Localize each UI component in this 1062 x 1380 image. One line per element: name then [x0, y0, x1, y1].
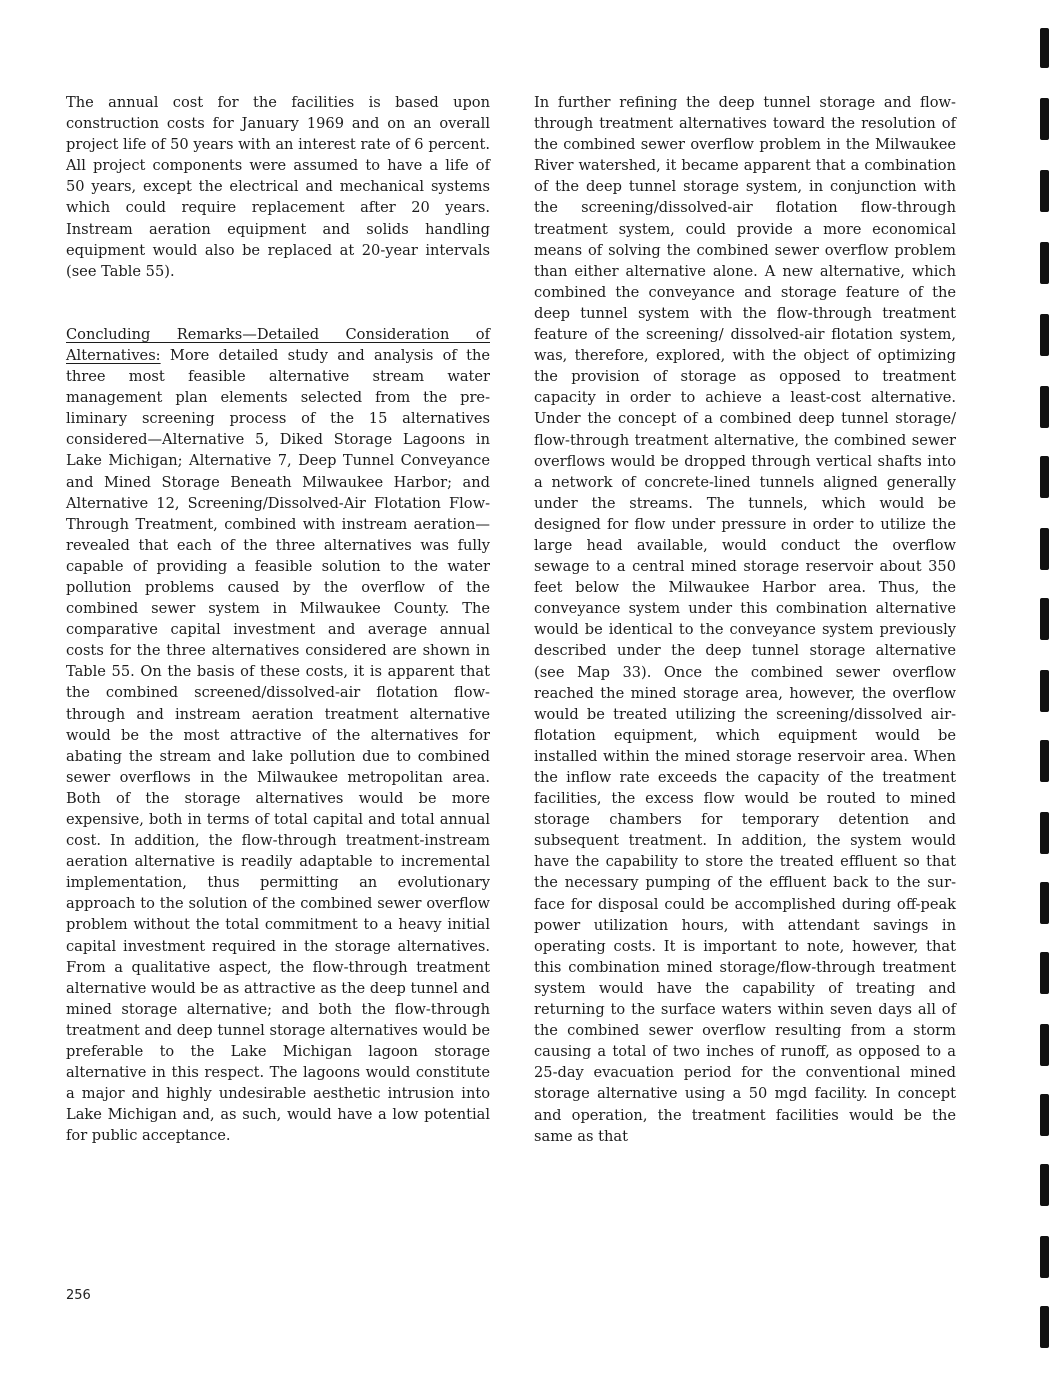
binding-mark	[1040, 1024, 1049, 1066]
binding-mark	[1040, 1306, 1049, 1348]
binding-mark	[1040, 740, 1049, 782]
binding-mark	[1040, 98, 1049, 140]
binding-mark	[1040, 386, 1049, 428]
left-text-column	[66, 92, 490, 1147]
right-text-column	[534, 92, 956, 1147]
binding-mark	[1040, 812, 1049, 854]
concluding-remarks-heading: Concluding Remarks—Detailed Consideration of Alternatives:	[66, 325, 490, 364]
binding-mark	[1040, 598, 1049, 640]
binding-mark	[1040, 1164, 1049, 1206]
page-number: 256	[66, 1288, 91, 1303]
concluding-remarks-body: More detailed study and analysis of the three most feasible alternative stream water management plan elements selected from the preliminary screening process of the 15 alternatives considered—Alternative 5, Diked Storage Lagoons in Lake Michigan; Alternative 7, Deep Tunnel Conveyance and Mined Storage Beneath Milwaukee Harbor; and Alternative 12, Screening/Dissolved-Air Flotation Flow-Through Treatment, combined with instream aeration—revealed that each of the three alternatives was fully capable of providing a feasible solution to the water pollution problems caused by the overflow of the combined sewer system in Milwaukee County. The comparative capital investment and average annual costs for the three alternatives considered are shown in Table 55. On the basis of these costs, it is apparent that the combined screened/dissolved-air flotation flow-through and instream aeration treatment alternative would be the most attractive of the alternatives for abating the stream and lake pollution due to combined sewer overflows in the Milwaukee metropolitan area. Both of the storage alternatives would be more expensive, both in terms of total capital and total annual cost. In addition, the flow-through treatment-instream aeration alternative is readily adaptable to incremental implementation, thus permitting an evolutionary approach to the solution of the combined sewer overflow problem without the total commitment to a heavy initial capital investment required in the storage alternatives. From a qualitative aspect, the flow-through treatment alternative would be as attractive as the deep tunnel and mined storage alternative; and both the flow-through treatment and deep tunnel storage alternatives would be preferable to the Lake Michigan lagoon storage alternative in this respect. The lagoons would constitute a major and highly undesirable aesthetic intrusion into Lake Michigan and, as such, would have a low potential for public acceptance.	[66, 346, 490, 1145]
binding-mark	[1040, 456, 1049, 498]
binding-mark	[1040, 528, 1049, 570]
concluding-remarks-paragraph	[66, 324, 490, 1147]
combined-alternative-paragraph: In further refining the deep tunnel storage and flow-through treatment alternatives toward the resolution of the combined sewer overflow problem in the Milwaukee River watershed, it became apparent that a combination of the deep tunnel storage system, in conjunction with the screening/dissolved-air flotation flow-through treatment system, could provide a more economical means of solving the combined sewer overflow problem than either alternative alone. A new alternative, which combined the conveyance and storage feature of the deep tunnel system with the flow-through treatment feature of the screening/ dissolved-air flotation system, was, therefore, explored, with the object of optimizing the provision of storage as opposed to treatment capacity in order to achieve a least-cost alternative. Under the concept of a combined deep tunnel storage/ flow-through treatment alternative, the combined sewer overflows would be dropped through vertical shafts into a network of concrete-lined tunnels aligned generally under the streams. The tunnels, which would be designed for flow under pressure in order to utilize the large head available, would conduct the overflow sewage to a central mined storage reservoir about 350 feet below the Milwaukee Harbor area. Thus, the conveyance system under this combination alternative would be identical to the conveyance system previously described under the deep tunnel storage alternative (see Map 33). Once the combined sewer overflow reached the mined storage area, however, the overflow would be treated utilizing the screening/dissolved air-flotation equipment, which equipment would be installed within the mined storage reservoir area. When the inflow rate exceeds the capacity of the treatment facilities, the excess flow would be routed to mined storage chambers for temporary detention and subsequent treatment. In addition, the system would have the capability to store the treated effluent so that the necessary pumping of the effluent back to the surface for disposal could be accomplished during off-peak power utilization hours, with attendant savings in operating costs. It is important to note, however, that this combination mined storage/flow-through treatment system would have the capability of treating and returning to the surface waters within seven days all of the combined sewer overflow resulting from a storm causing a total of two inches of runoff, as opposed to a 25-day evacuation period for the conventional mined storage alternative using a 50 mgd facility. In concept and operation, the treatment facilities would be the same as that	[534, 94, 956, 1145]
cost-basis-paragraph: The annual cost for the facilities is based upon construction costs for January 1969 and on an overall project life of 50 years with an interest rate of 6 percent. All project components were assumed to have a life of 50 years, except the electrical and mechanical systems which could require replacement after 20 years. Instream aeration equipment and solids handling equipment would also be replaced at 20-year intervals (see Table 55).	[66, 94, 490, 280]
binding-marks	[1034, 0, 1062, 1380]
paragraph-spacer	[66, 282, 490, 324]
binding-mark	[1040, 882, 1049, 924]
binding-mark	[1040, 28, 1049, 68]
binding-mark	[1040, 952, 1049, 994]
binding-mark	[1040, 1236, 1049, 1278]
binding-mark	[1040, 1094, 1049, 1136]
binding-mark	[1040, 242, 1049, 284]
binding-mark	[1040, 314, 1049, 356]
binding-mark	[1040, 670, 1049, 712]
binding-mark	[1040, 170, 1049, 212]
